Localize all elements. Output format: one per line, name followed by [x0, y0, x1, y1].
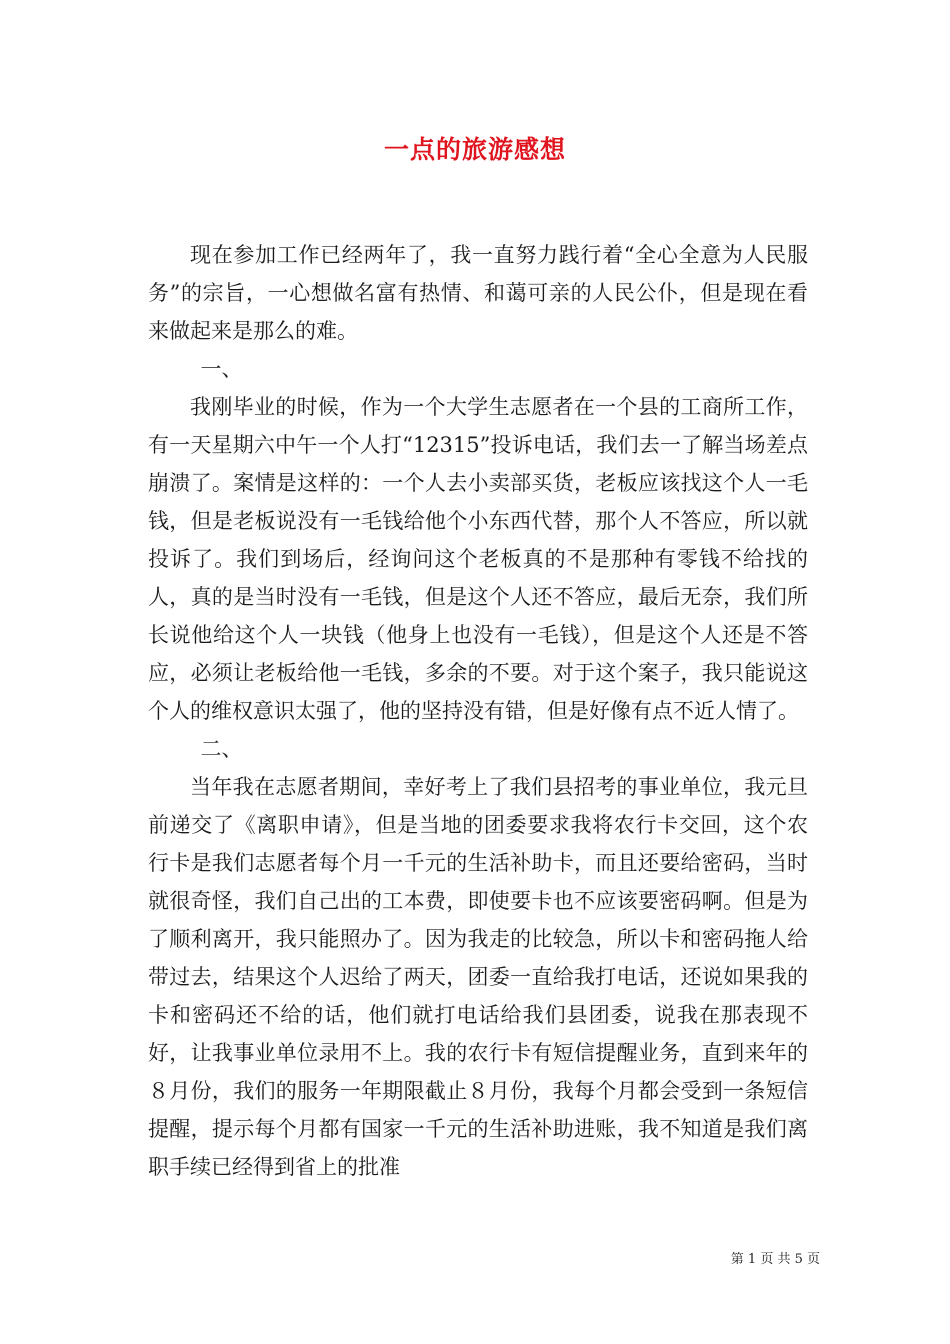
- paragraph-section-1: 我刚毕业的时候，作为一个大学生志愿者在一个县的工商所工作，有一天星期六中午一个人打“12315”投诉电话，我们去一了解当场差点崩溃了。案情是这样的：一个人去小卖部买货，老板应该找这个人一毛钱，但是老板说没有一毛钱给他个小东西代替，那个人不答应，所以就投诉了。我们到场后，经询问这个老板真的不是那种有零钱不给找的人，真的是当时没有一毛钱，但是这个人还不答应，最后无奈，我们所长说他给这个人一块钱（他身上也没有一毛钱），但是这个人还是不答应，必须让老板给他一毛钱，多余的不要。对于这个案子，我只能说这个人的维权意识太强了，他的坚持没有错，但是好像有点不近人情了。: [148, 395, 808, 723]
- paragraph-intro: 现在参加工作已经两年了，我一直努力践行着“全心全意为人民服务”的宗旨，一心想做名富有热情、和蔼可亲的人民公仆，但是现在看来做起来是那么的难。: [148, 243, 808, 343]
- page-number-footer: 第 1 页 共 5 页: [730, 1252, 820, 1267]
- section-heading-2: 二、: [200, 737, 243, 761]
- document-title: 一点的旅游感想: [383, 135, 566, 164]
- document-body: [148, 236, 808, 1186]
- paragraph-section-2: 当年我在志愿者期间，幸好考上了我们县招考的事业单位，我元旦前递交了《离职申请》，但是当地的团委要求我将农行卡交回，这个农行卡是我们志愿者每个月一千元的生活补助卡，而且还要给密码，当时就很奇怪，我们自己出的工本费，即使要卡也不应该要密码啊。但是为了顺利离开，我只能照办了。因为我走的比较急，所以卡和密码拖人给带过去，结果这个人迟给了两天，团委一直给我打电话，还说如果我的卡和密码还不给的话，他们就打电话给我们县团委，说我在那表现不好，让我事业单位录用不上。我的农行卡有短信提醒业务，直到来年的８月份，我们的服务一年期限截止８月份，我每个月都会受到一条短信提醒，提示每个月都有国家一千元的生活补助进账，我不知道是我们离职手续已经得到省上的批准: [148, 775, 808, 1179]
- section-heading-1: 一、: [200, 357, 243, 381]
